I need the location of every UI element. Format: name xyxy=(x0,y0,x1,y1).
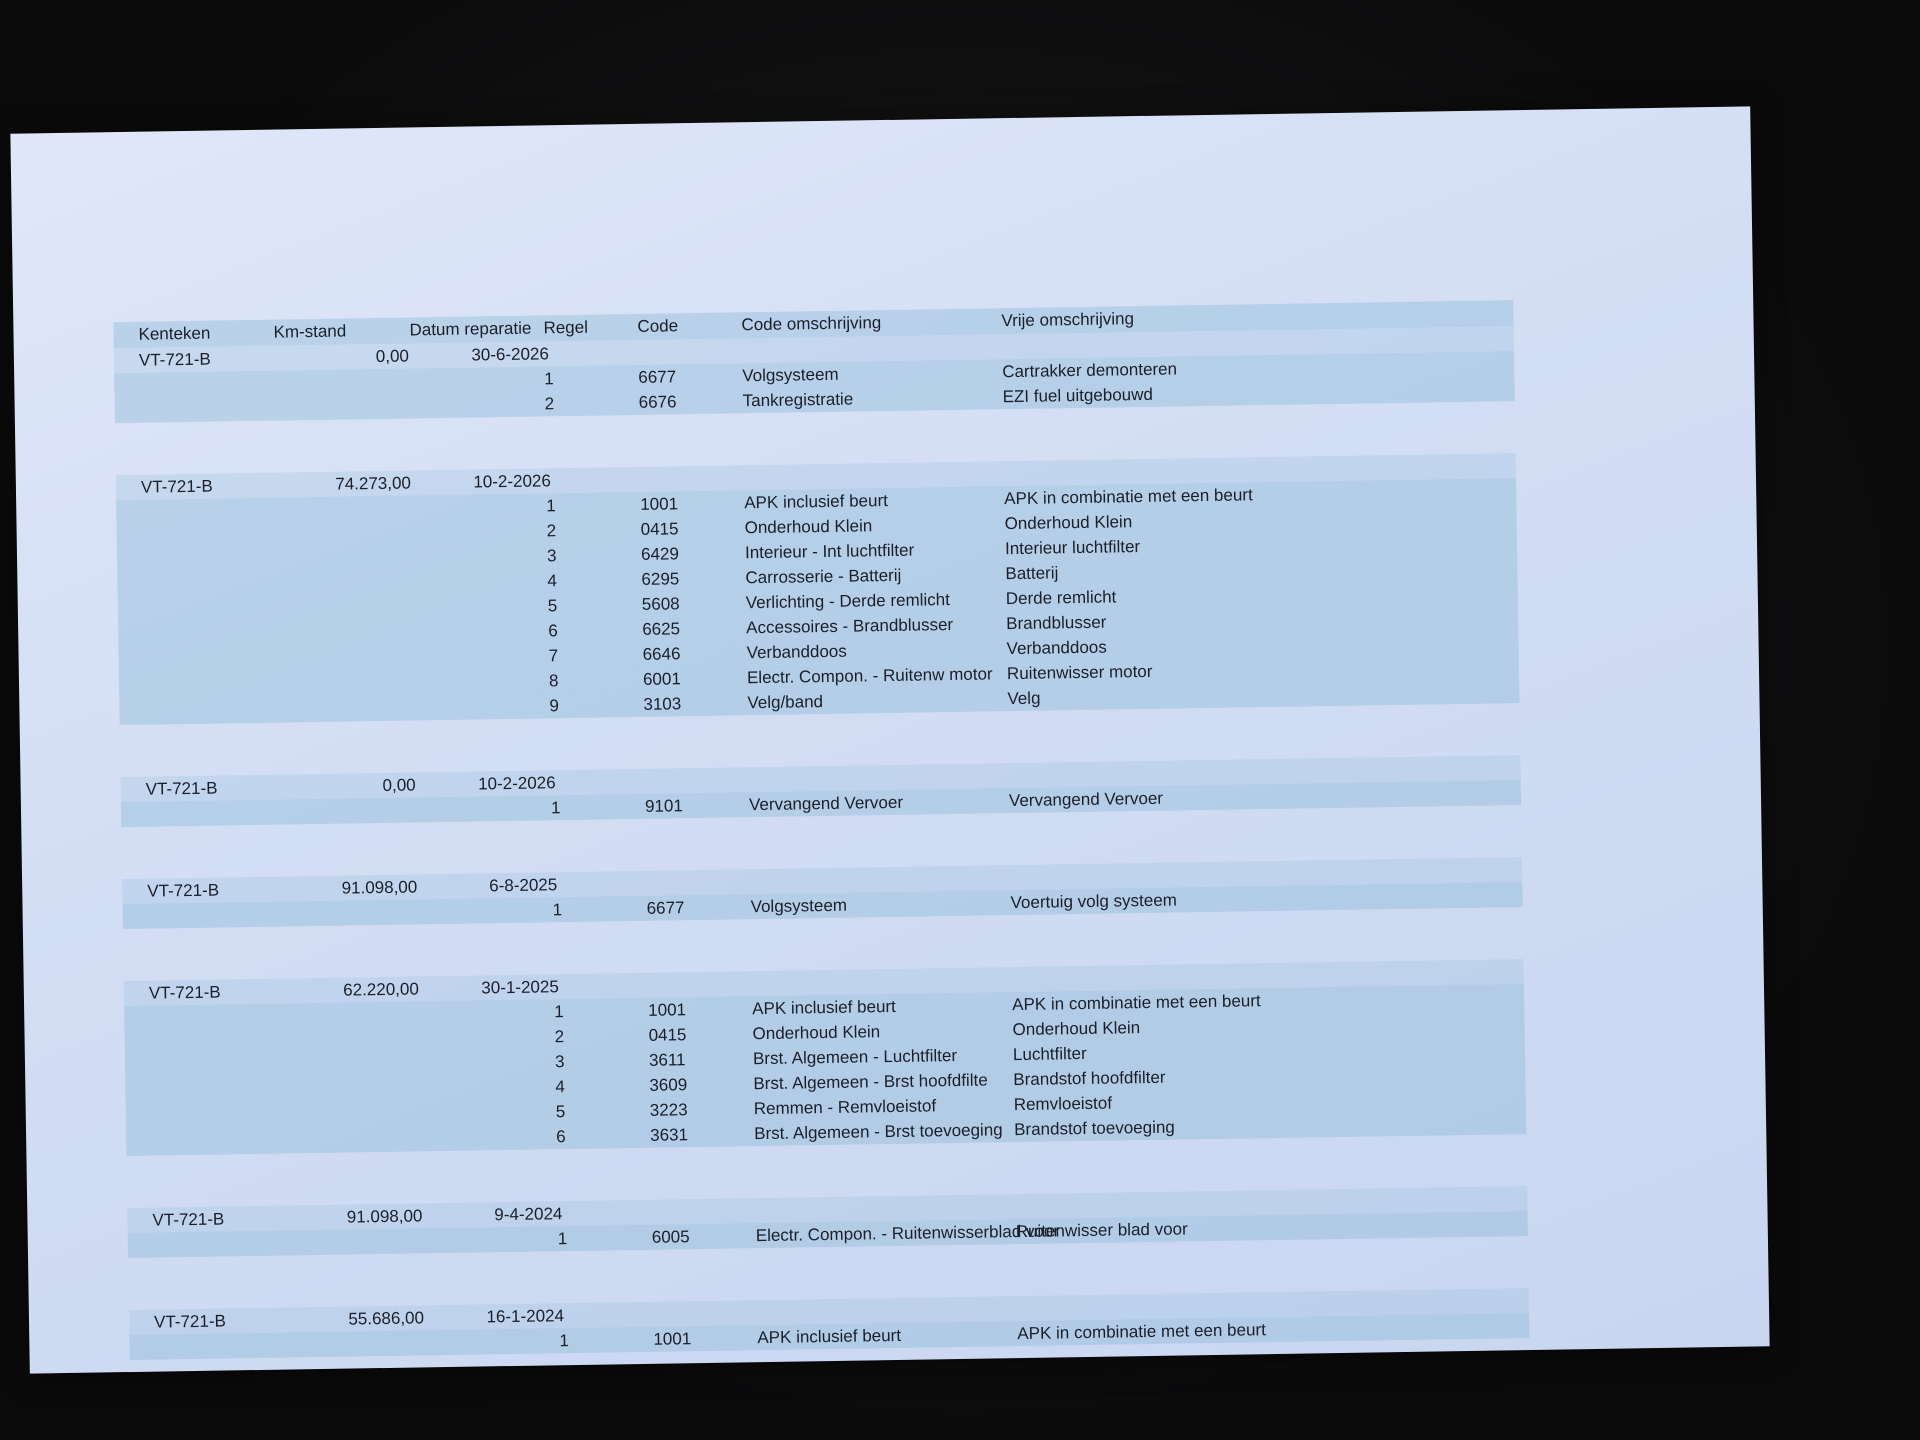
km-stand-value: 91.098,00 xyxy=(346,1206,423,1227)
code-omschrijving-value: Volgsysteem xyxy=(742,364,839,386)
kenteken-value: VT-721-B xyxy=(145,778,218,799)
code-value: 6005 xyxy=(651,1227,690,1247)
code-omschrijving-value: Tankregistratie xyxy=(742,389,854,411)
regel-value: 1 xyxy=(552,900,563,920)
code-omschrijving-value: Volgsysteem xyxy=(750,895,848,917)
code-omschrijving-value: Verlichting - Derde remlicht xyxy=(745,590,951,613)
header-vrije-omschrijving: Vrije omschrijving xyxy=(1001,309,1135,331)
code-value: 9101 xyxy=(644,796,683,816)
code-value: 1001 xyxy=(648,1000,687,1020)
kenteken-value: VT-721-B xyxy=(148,982,221,1003)
vrije-omschrijving-value: Brandblusser xyxy=(1006,612,1107,634)
km-stand-value: 62.220,00 xyxy=(343,979,420,1000)
vrije-omschrijving-value: Remvloeistof xyxy=(1013,1093,1113,1115)
regel-value: 1 xyxy=(559,1331,570,1351)
code-value: 5608 xyxy=(641,594,680,614)
vrije-omschrijving-value: Ruitenwisser blad voor xyxy=(1015,1219,1188,1242)
code-value: 0415 xyxy=(640,519,679,539)
repair-group xyxy=(116,453,1520,725)
code-omschrijving-value: Velg/band xyxy=(747,692,824,713)
km-stand-value: 0,00 xyxy=(382,775,416,795)
header-regel: Regel xyxy=(543,317,589,338)
vrije-omschrijving-value: Ruitenwisser motor xyxy=(1006,661,1153,684)
header-datum-reparatie: Datum reparatie xyxy=(409,318,532,340)
header-km-stand: Km-stand xyxy=(273,321,347,342)
code-omschrijving-value: Electr. Compon. - Ruitenw motor xyxy=(746,664,993,688)
repair-group xyxy=(124,959,1527,1156)
datum-reparatie-value: 30-6-2026 xyxy=(471,344,550,365)
regel-value: 1 xyxy=(550,798,561,818)
vrije-omschrijving-value: Interieur luchtfilter xyxy=(1004,537,1141,559)
kenteken-value: VT-721-B xyxy=(140,476,213,497)
datum-reparatie-value: 6-8-2025 xyxy=(489,875,558,896)
km-stand-value: 55.686,00 xyxy=(348,1308,425,1329)
vrije-omschrijving-value: APK in combinatie met een beurt xyxy=(1004,485,1253,509)
regel-value: 5 xyxy=(547,596,558,616)
code-value: 6646 xyxy=(642,644,681,664)
code-value: 3103 xyxy=(643,694,682,714)
datum-reparatie-value: 30-1-2025 xyxy=(481,977,559,998)
regel-value: 1 xyxy=(554,1002,564,1022)
regel-value: 2 xyxy=(554,1027,565,1047)
code-value: 6001 xyxy=(642,669,681,689)
datum-reparatie-value: 10-2-2026 xyxy=(473,471,552,492)
vrije-omschrijving-value: APK in combinatie met een beurt xyxy=(1012,991,1261,1015)
regel-value: 1 xyxy=(557,1229,568,1249)
datum-reparatie-value: 16-1-2024 xyxy=(486,1306,565,1327)
code-omschrijving-value: Accessoires - Brandblusser xyxy=(746,614,954,638)
km-stand-value: 91.098,00 xyxy=(341,877,418,898)
code-value: 6677 xyxy=(646,898,685,918)
code-omschrijving-value: Brst. Algemeen - Brst hoofdfilte xyxy=(753,1070,988,1094)
code-value: 1001 xyxy=(640,494,679,514)
code-value: 6429 xyxy=(640,544,680,564)
vrije-omschrijving-value: Onderhoud Klein xyxy=(1004,512,1133,534)
regel-value: 4 xyxy=(555,1077,566,1097)
regel-value: 1 xyxy=(546,496,556,516)
vrije-omschrijving-value: Derde remlicht xyxy=(1005,587,1117,609)
vrije-omschrijving-value: APK in combinatie met een beurt xyxy=(1017,1320,1266,1344)
vrije-omschrijving-value: Voertuig volg systeem xyxy=(1010,890,1178,913)
regel-value: 6 xyxy=(548,621,558,641)
regel-value: 2 xyxy=(546,521,557,541)
code-omschrijving-value: Interieur - Int luchtfilter xyxy=(744,540,915,563)
regel-value: 6 xyxy=(556,1127,566,1147)
repair-table xyxy=(113,300,1529,1360)
code-value: 6625 xyxy=(642,619,681,639)
code-omschrijving-value: Vervangend Vervoer xyxy=(748,792,904,815)
regel-value: 3 xyxy=(554,1052,565,1072)
regel-value: 5 xyxy=(555,1102,566,1122)
code-omschrijving-value: Verbanddoos xyxy=(746,641,847,663)
code-value: 6677 xyxy=(638,367,677,387)
header-kenteken: Kenteken xyxy=(138,323,211,344)
vrije-omschrijving-value: Vervangend Vervoer xyxy=(1008,788,1164,811)
vrije-omschrijving-value: Cartrakker demonteren xyxy=(1002,359,1178,382)
vrije-omschrijving-value: Brandstof hoofdfilter xyxy=(1013,1067,1166,1090)
datum-reparatie-value: 10-2-2026 xyxy=(477,773,556,794)
header-code: Code xyxy=(637,316,679,336)
vrije-omschrijving-value: Brandstof toevoeging xyxy=(1013,1117,1175,1140)
code-omschrijving-value: APK inclusief beurt xyxy=(757,1325,902,1348)
code-omschrijving-value: Onderhoud Klein xyxy=(744,516,873,538)
kenteken-value: VT-721-B xyxy=(153,1311,227,1332)
code-omschrijving-value: Brst. Algemeen - Luchtfilter xyxy=(752,1045,958,1069)
code-value: 3609 xyxy=(649,1075,688,1095)
km-stand-value: 74.273,00 xyxy=(335,473,412,494)
code-value: 1001 xyxy=(653,1329,692,1349)
code-omschrijving-value: Electr. Compon. - Ruitenwisserblad voor xyxy=(755,1221,1060,1246)
vrije-omschrijving-value: Onderhoud Klein xyxy=(1012,1018,1141,1040)
vrije-omschrijving-value: Verbanddoos xyxy=(1006,637,1107,659)
code-value: 3631 xyxy=(650,1125,689,1145)
vrije-omschrijving-value: Batterij xyxy=(1005,563,1059,584)
code-omschrijving-value: Remmen - Remvloeistof xyxy=(753,1096,937,1119)
vrije-omschrijving-value: EZI fuel uitgebouwd xyxy=(1002,384,1154,407)
code-omschrijving-value: APK inclusief beurt xyxy=(744,491,889,513)
code-value: 3611 xyxy=(648,1050,686,1070)
vrije-omschrijving-value: Luchtfilter xyxy=(1012,1043,1087,1065)
code-omschrijving-value: Brst. Algemeen - Brst toevoeging xyxy=(754,1120,1003,1144)
paper-sheet xyxy=(10,106,1769,1373)
datum-reparatie-value: 9-4-2024 xyxy=(494,1204,563,1225)
regel-value: 8 xyxy=(548,671,559,691)
regel-value: 7 xyxy=(548,646,559,666)
code-omschrijving-value: Onderhoud Klein xyxy=(752,1022,881,1044)
vrije-omschrijving-value: Velg xyxy=(1007,688,1041,709)
regel-value: 4 xyxy=(547,571,558,591)
code-value: 6676 xyxy=(638,392,677,412)
kenteken-value: VT-721-B xyxy=(152,1209,225,1230)
regel-value: 9 xyxy=(549,696,560,716)
code-value: 6295 xyxy=(641,569,680,589)
regel-value: 3 xyxy=(546,546,557,566)
regel-value: 2 xyxy=(544,394,555,414)
km-stand-value: 0,00 xyxy=(375,346,410,367)
code-value: 0415 xyxy=(648,1025,687,1045)
code-omschrijving-value: APK inclusief beurt xyxy=(752,996,896,1019)
header-code-omschrijving: Code omschrijving xyxy=(741,313,882,335)
kenteken-value: VT-721-B xyxy=(147,880,220,901)
code-omschrijving-value: Carrosserie - Batterij xyxy=(745,565,902,588)
regel-value: 1 xyxy=(544,369,554,389)
kenteken-value: VT-721-B xyxy=(138,349,211,370)
code-value: 3223 xyxy=(649,1100,688,1120)
